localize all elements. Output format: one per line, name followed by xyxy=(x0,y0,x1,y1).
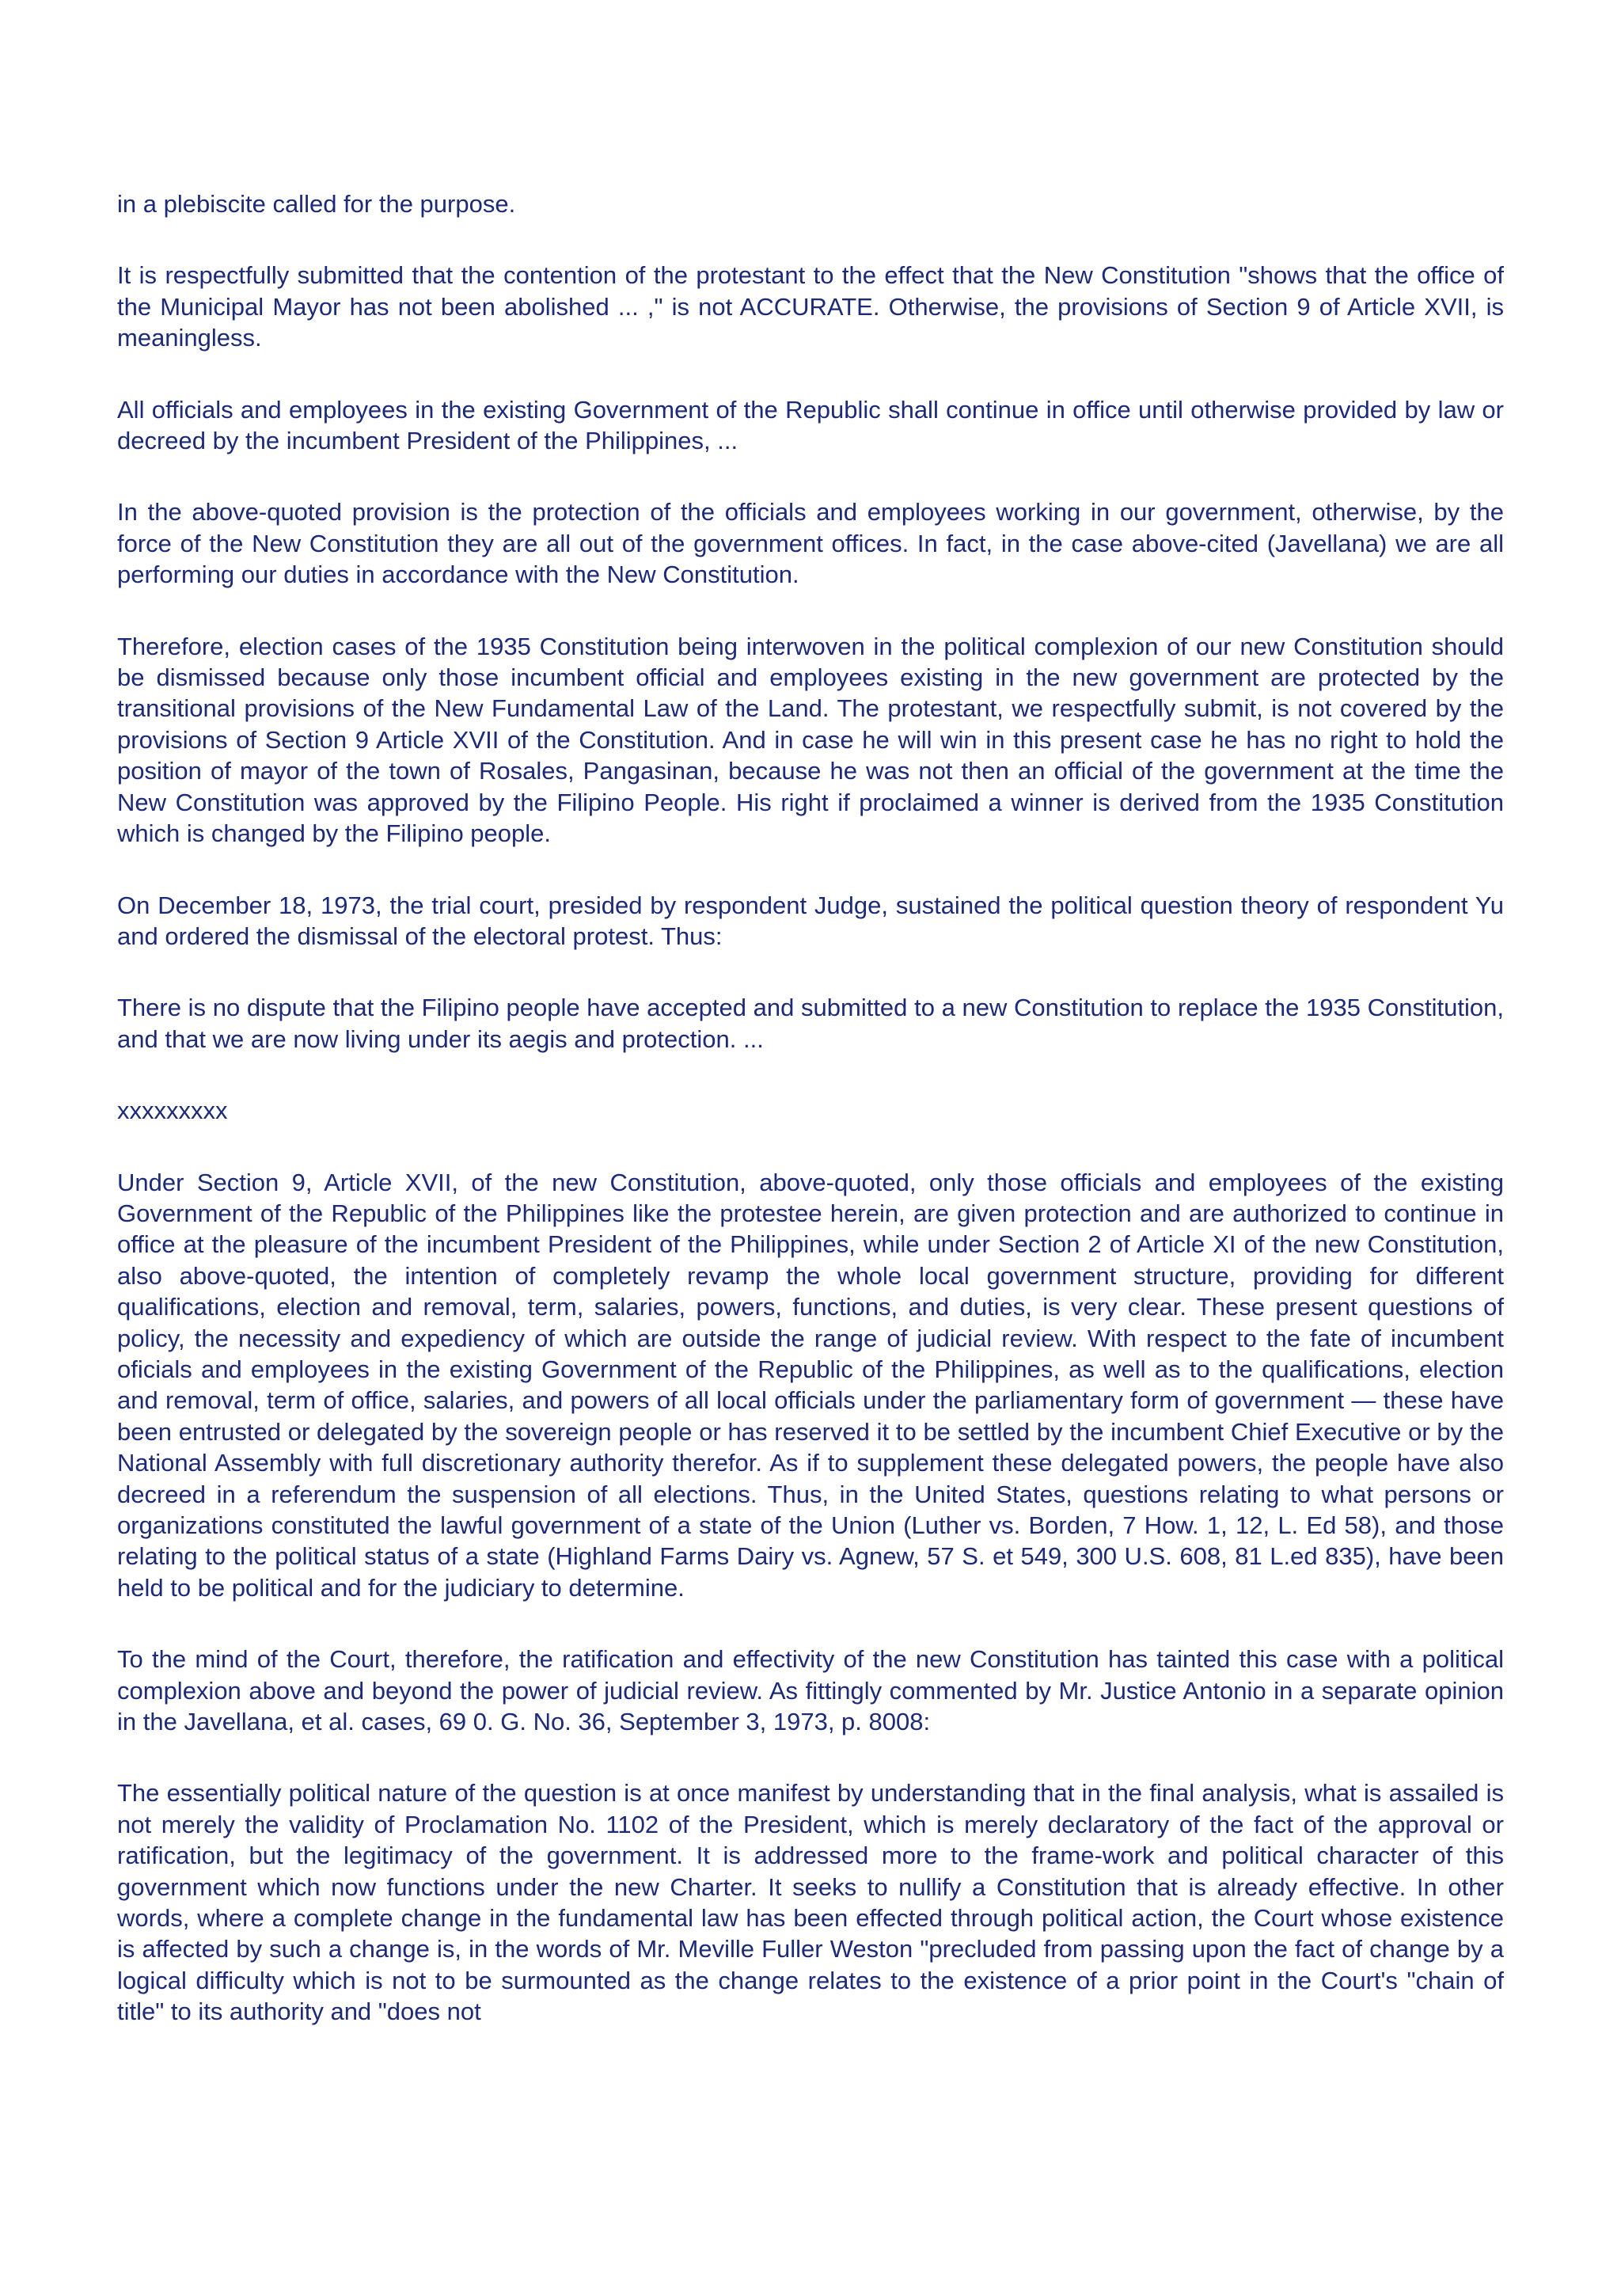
paragraph: On December 18, 1973, the trial court, presided by respondent Judge, sustained the political question theory of respondent Yu and ordered the dismissal of the electoral protest. Thus: xyxy=(117,891,1504,950)
paragraph: It is respectfully submitted that the contention of the protestant to the effect that the New Constitution "shows that the office of the Municipal Mayor has not been abolished ... ," is not ACCURATE. Otherwise, the provisions of Section 9 of Article XVII, is meaningless. xyxy=(117,261,1504,352)
paragraph: Under Section 9, Article XVII, of the new Constitution, above-quoted, only those officials and employees of the existing Government of the Republic of the Philippines like the protestee herein, are given protection and are authorized to continue in office at the pleasure of the incumbent President of the Philippines, while under Section 2 of Article XI of the new Constitution, also above-quoted, the intention of completely revamp the whole local government structure, providing for different qualifications, election and removal, term, salaries, powers, functions, and duties, is very clear. These present questions of policy, the necessity and expediency of which are outside the range of judicial review. With respect to the fate of incumbent oficials and employees in the existing Government of the Republic of the Philippines, as well as to the qualifications, election and removal, term of office, salaries, and powers of all local officials under the parliamentary form of government — these have been entrusted or delegated by the sovereign people or has reserved it to be settled by the incumbent Chief Executive or by the National Assembly with full discretionary authority therefor. As if to supplement these delegated powers, the people have also decreed in a referendum the suspension of all elections. Thus, in the United States, questions relating to what persons or organizations constituted the lawful government of a state of the Union (Luther vs. Borden, 7 How. 1, 12, L. Ed 58), and those relating to the political status of a state (Highland Farms Dairy vs. Agnew, 57 S. et 549, 300 U.S. 608, 81 L.ed 835), have been held to be political and for the judiciary to determine. xyxy=(117,1168,1504,1602)
paragraph-separator: xxxxxxxxx xyxy=(117,1097,228,1125)
paragraph: There is no dispute that the Filipino people have accepted and submitted to a new Constitution to replace the 1935 Constitution, and that we are now living under its aegis and protection. ... xyxy=(117,994,1504,1053)
paragraph: In the above-quoted provision is the protection of the officials and employees working in our government, otherwise, by the force of the New Constitution they are all out of the government offices. In fact, in the case above-cited (Javellana) we are all performing our duties in accordance with the New Constitution. xyxy=(117,498,1504,589)
paragraph: To the mind of the Court, therefore, the ratification and effectivity of the new Constitution has tainted this case with a political complexion above and beyond the power of judicial review. As fittingly commented by Mr. Justice Antonio in a separate opinion in the Javellana, et al. cases, 69 0. G. No. 36, September 3, 1973, p. 8008: xyxy=(117,1645,1504,1736)
paragraph: Therefore, election cases of the 1935 Constitution being interwoven in the political complexion of our new Constitution should be dismissed because only those incumbent official and employees existing in the new government are protected by the transitional provisions of the New Fundamental Law of the Land. The protestant, we respectfully submit, is not covered by the provisions of Section 9 Article XVII of the Constitution. And in case he will win in this present case he has no right to hold the position of mayor of the town of Rosales, Pangasinan, because he was not then an official of the government at the time the New Constitution was approved by the Filipino People. His right if proclaimed a winner is derived from the 1935 Constitution which is changed by the Filipino people. xyxy=(117,632,1504,848)
paragraph: The essentially political nature of the question is at once manifest by understanding that in the final analysis, what is assailed is not merely the validity of Proclamation No. 1102 of the President, which is merely declaratory of the fact of the approval or ratification, but the legitimacy of the government. It is addressed more to the frame-work and political character of this government which now functions under the new Charter. It seeks to nullify a Constitution that is already effective. In other words, where a complete change in the fundamental law has been effected through political action, the Court whose existence is affected by such a change is, in the words of Mr. Meville Fuller Weston "precluded from passing upon the fact of change by a logical difficulty which is not to be surmounted as the change relates to the existence of a prior point in the Court's "chain of title" to its authority and "does not xyxy=(117,1779,1504,2026)
document-page xyxy=(117,188,1504,2068)
paragraph: in a plebiscite called for the purpose. xyxy=(117,190,516,218)
paragraph: All officials and employees in the existing Government of the Republic shall continue in office until otherwise provided by law or decreed by the incumbent President of the Philippines, ... xyxy=(117,395,1504,455)
